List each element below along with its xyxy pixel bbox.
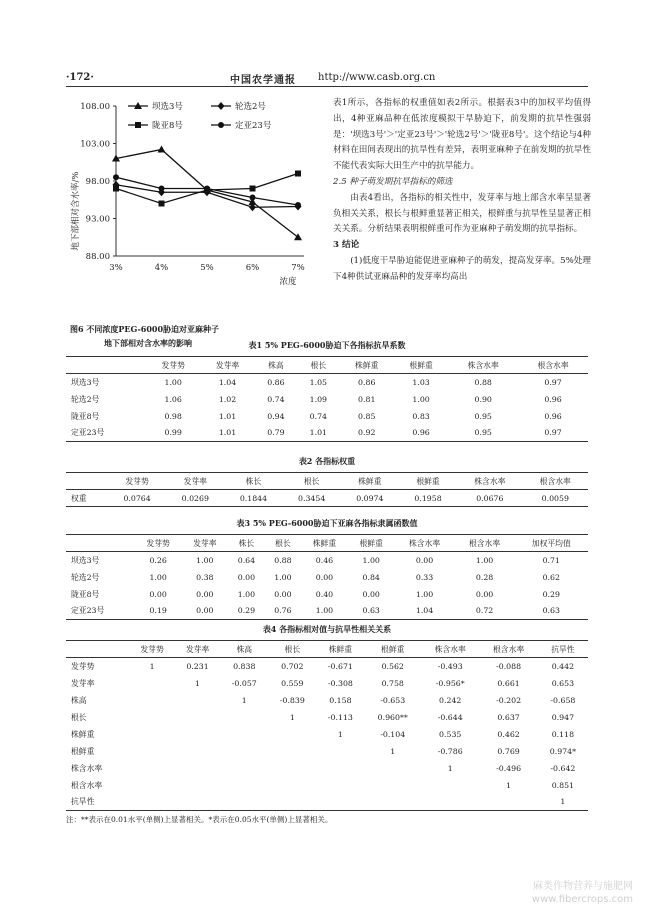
row-label: 定亚23号 [66, 425, 146, 442]
table-row [66, 490, 588, 507]
triangle-marker [158, 146, 166, 153]
table-cell: 1.00 [237, 589, 256, 599]
column-header: 发芽率 [166, 473, 224, 490]
x-tick-label: 6% [245, 263, 260, 273]
table-cell: -0.202 [496, 695, 522, 705]
table-cell: 0.661 [497, 678, 520, 688]
table-cell: -0.496 [496, 763, 522, 773]
table-cell: 0.758 [381, 678, 404, 688]
table-cell: 0.562 [381, 661, 404, 671]
x-tick-label: 5% [200, 263, 214, 273]
circle-marker [113, 174, 119, 180]
table-cell: 1.01 [297, 425, 339, 442]
column-header: 根长 [283, 473, 341, 490]
table-cell: 1.04 [395, 603, 455, 620]
table-cell: 0.231 [186, 661, 209, 671]
table-cell: 1 [337, 729, 343, 739]
table-row [66, 658, 588, 675]
column-header: 根含水率 [479, 641, 537, 658]
table-cell [364, 794, 421, 811]
table-cell: -0.642 [550, 763, 576, 773]
table-cell [175, 777, 220, 794]
row-label: 轮选2号 [71, 572, 100, 582]
x-axis-label: 浓度 [279, 277, 297, 287]
table-cell [129, 692, 174, 709]
column-header: 株鲜重 [340, 357, 394, 374]
table-cell: 0.00 [415, 555, 434, 565]
section-heading-2-5: 2.5 种子萌发期抗旱指标的筛选 [333, 176, 453, 187]
table-cell [129, 743, 174, 760]
table-cell [175, 743, 220, 760]
table-cell [175, 709, 220, 726]
table-cell: 1.00 [362, 555, 380, 565]
header-rule [66, 86, 588, 87]
row-label: 根含水率 [71, 780, 103, 790]
table-cell: 0.76 [265, 603, 301, 620]
table-cell [129, 794, 174, 811]
journal-name: 中国农学通报 [230, 75, 296, 86]
paragraph-weights: 表1所示，各指标的权重值如表2所示。根据表3中的加权平均值得出，4种亚麻品种在低浓度模拟干旱胁迫下，前发期的抗旱性强弱是：'坝选3号'＞'定亚23号'＞'轮选2号'＞'陇亚8号'。这个结论与4种材料在田间表现出的抗旱性有差异，表明亚麻种子在前发期的抗旱性不能代表实际大田生产中的抗旱能力。 [333, 98, 591, 172]
table-row [66, 794, 588, 811]
x-tick-label: 3% [109, 263, 123, 273]
column-header: 发芽势 [146, 357, 200, 374]
table-cell: 1.01 [200, 425, 254, 442]
table-cell: 0.960** [377, 712, 408, 722]
table-cell [316, 743, 364, 760]
table-cell: 1 [289, 712, 295, 722]
table-1-caption: 表1 5% PEG-6000胁迫下各指标抗旱系数 [248, 340, 406, 350]
table-cell [175, 794, 220, 811]
row-label: 根长 [71, 712, 87, 722]
circle-marker [218, 122, 224, 128]
row-label: 陇亚8号 [71, 411, 100, 421]
column-header: 株含水率 [448, 357, 518, 374]
table-cell [268, 760, 316, 777]
table-cell: 1.00 [412, 394, 430, 404]
column-header: 株鲜重 [341, 473, 399, 490]
table-cell: 1.00 [301, 603, 348, 620]
table-cell [421, 794, 479, 811]
table-cell [364, 777, 421, 794]
table-cell [268, 726, 316, 743]
column-header [66, 535, 135, 552]
table-cell: 0.79 [255, 425, 297, 442]
table-cell: 0.90 [474, 394, 492, 404]
table-cell: 0.96 [544, 411, 562, 421]
table-cell: -0.493 [437, 661, 463, 671]
table-cell: 0.0269 [166, 490, 224, 507]
column-header: 根鲜重 [348, 535, 395, 552]
column-header: 根含水率 [518, 357, 588, 374]
table-cell [479, 794, 537, 811]
table-cell [364, 760, 421, 777]
table-cell: 0.81 [358, 394, 376, 404]
table-cell: 0.88 [274, 555, 292, 565]
column-header: 抗旱性 [538, 641, 588, 658]
row-label: 株含水率 [71, 763, 103, 773]
table-cell [316, 794, 364, 811]
column-header: 株长 [224, 473, 282, 490]
table-cell: 0.46 [315, 555, 334, 565]
table-cell: 0.86 [267, 377, 285, 387]
row-label: 陇亚8号 [71, 589, 100, 599]
square-marker [159, 201, 165, 207]
table-row [66, 569, 588, 586]
paragraph-conclusion-1: (1)低度干旱胁迫能促进亚麻种子的萌发，提高发芽率。5%处理下4种供试亚麻品种的发芽率均高出 [333, 255, 591, 282]
table-note: 注：**表示在0.01水平(单侧)上显著相关。*表示在0.05水平(单侧)上显著相关。 [66, 815, 333, 824]
table-cell: 0.242 [439, 695, 462, 705]
table-cell: 0.442 [551, 661, 575, 671]
column-header: 发芽势 [108, 473, 166, 490]
row-label: 发芽率 [71, 678, 95, 688]
table-cell: -0.956* [435, 678, 465, 688]
table-row [66, 425, 588, 442]
y-tick-label: 103.00 [80, 139, 110, 150]
table-cell: 0.838 [233, 661, 256, 671]
table-cell: 0.97 [544, 377, 562, 387]
table-cell [129, 726, 174, 743]
table-cell: 0.83 [412, 411, 430, 421]
column-header: 发芽率 [200, 357, 254, 374]
table-cell: 0.62 [542, 572, 560, 582]
table-cell: 0.74 [267, 394, 285, 404]
table-cell [220, 777, 268, 794]
y-tick-label: 88.00 [85, 252, 110, 262]
square-marker [113, 186, 119, 192]
table-cell: -0.658 [550, 695, 576, 705]
table-row [66, 692, 588, 709]
table-cell: 0.72 [455, 603, 515, 620]
circle-marker [204, 186, 210, 192]
table-cell: 0.38 [196, 572, 214, 582]
table-cell: 0.95 [448, 425, 518, 442]
row-label: 抗旱性 [66, 794, 129, 811]
table-row [66, 777, 588, 794]
table-3 [66, 534, 588, 620]
row-label: 株高 [71, 695, 87, 705]
table-cell: 0.40 [315, 589, 334, 599]
table-cell: 1.00 [164, 377, 182, 387]
table-cell: 0.33 [415, 572, 434, 582]
row-label: 坝选3号 [71, 555, 100, 565]
page-number: ·172· [66, 72, 94, 83]
square-marker [250, 186, 256, 192]
table-cell: 1.09 [309, 394, 328, 404]
table-cell: 0.29 [228, 603, 264, 620]
table-cell: 1.04 [218, 377, 237, 387]
table-cell: -0.786 [437, 746, 463, 756]
column-header: 株鲜重 [316, 641, 364, 658]
table-cell: 1.01 [218, 411, 237, 421]
column-header: 发芽势 [135, 535, 182, 552]
column-header: 株鲜重 [301, 535, 348, 552]
table-cell: -0.308 [327, 678, 353, 688]
figure-caption-line-1: 图6 不同浓度PEG-6000胁迫对亚麻种子 [70, 324, 220, 334]
table-cell: 0.702 [281, 661, 304, 671]
circle-marker [250, 195, 256, 201]
table-cell: 0.94 [267, 411, 285, 421]
table-cell: -0.057 [231, 678, 257, 688]
table-cell: 1.03 [412, 377, 430, 387]
table-cell [175, 692, 220, 709]
table-2 [66, 472, 588, 507]
table-cell [129, 777, 174, 794]
table-cell: -0.644 [437, 712, 463, 722]
table-cell [220, 709, 268, 726]
table-cell: -0.653 [380, 695, 406, 705]
table-cell: 0.00 [237, 572, 256, 582]
table-cell [268, 794, 316, 811]
column-header: 根长 [265, 535, 301, 552]
table-cell: 1 [447, 763, 453, 773]
legend-label: 定亚23号 [235, 121, 272, 131]
table-cell: 0.96 [394, 425, 448, 442]
table-row [66, 603, 588, 620]
table-cell: 0.00 [362, 589, 380, 599]
table-cell: -0.104 [380, 729, 406, 739]
column-header [66, 357, 146, 374]
table-cell [421, 777, 479, 794]
table-cell [220, 760, 268, 777]
y-tick-label: 93.00 [85, 214, 110, 225]
table-row [66, 586, 588, 603]
column-header: 株高 [220, 641, 268, 658]
column-header: 根鲜重 [364, 641, 421, 658]
table-cell [268, 743, 316, 760]
table-cell [268, 777, 316, 794]
table-cell: 1 [506, 780, 512, 790]
table-cell: 1 [149, 661, 155, 671]
table-row [66, 709, 588, 726]
table-cell: 1.00 [149, 572, 167, 582]
table-cell: 1 [195, 678, 200, 688]
diamond-marker [218, 102, 225, 110]
table-cell: 0.88 [474, 377, 492, 387]
table-cell: 0.851 [551, 780, 575, 790]
table-cell: 0.96 [544, 394, 562, 404]
circle-marker [295, 202, 301, 208]
table-cell: 0.97 [518, 425, 588, 442]
table-cell: 1.00 [475, 555, 494, 565]
table-cell: 0.63 [515, 603, 588, 620]
table-cell: 0.00 [196, 589, 214, 599]
row-label: 根鲜重 [71, 746, 95, 756]
table-row [66, 391, 588, 408]
table-cell: 0.158 [329, 695, 352, 705]
table-cell: 0.947 [551, 712, 575, 722]
table-cell: 0.74 [309, 411, 328, 421]
table-cell: 1.00 [415, 589, 434, 599]
table-cell [220, 794, 268, 811]
column-header: 根含水率 [523, 473, 588, 490]
table-cell: 0.00 [274, 589, 292, 599]
row-label: 轮选2号 [71, 394, 100, 404]
table-cell: 0.00 [475, 589, 494, 599]
table-row [66, 743, 588, 760]
table-cell: 1.00 [196, 555, 214, 565]
column-header: 发芽势 [129, 641, 174, 658]
table-cell: 0.95 [474, 411, 492, 421]
x-tick-label: 7% [291, 263, 305, 273]
table-cell: 1 [390, 746, 396, 756]
table-cell: 0.653 [551, 678, 575, 688]
table-4 [66, 640, 588, 811]
column-header: 根鲜重 [399, 473, 457, 490]
table-cell: -0.839 [279, 695, 305, 705]
table-cell: 0.769 [497, 746, 520, 756]
body-text-column [333, 96, 591, 286]
table-2-caption: 表2 各指标权重 [298, 456, 356, 466]
column-header: 加权平均值 [515, 535, 588, 552]
figure-caption-line-2: 地下部相对含水率的影响 [104, 338, 192, 348]
x-tick-label: 4% [154, 263, 169, 273]
row-label: 定亚23号 [66, 603, 135, 620]
table-cell: 0.92 [340, 425, 394, 442]
journal-url[interactable]: http://www.casb.org.cn [318, 72, 436, 83]
table-4-caption: 表4 各指标相对值与抗旱性相关关系 [262, 624, 392, 634]
table-cell: 0.1844 [224, 490, 282, 507]
y-tick-label: 98.00 [85, 177, 110, 187]
table-cell: 1 [241, 695, 247, 705]
table-cell: 1.05 [309, 377, 328, 387]
table-cell: 1.00 [274, 572, 292, 582]
table-cell: 0.86 [358, 377, 376, 387]
table-cell [316, 760, 364, 777]
table-cell [316, 777, 364, 794]
table-row [66, 552, 588, 569]
table-cell [129, 709, 174, 726]
table-cell [220, 743, 268, 760]
legend-label: 陇亚8号 [152, 121, 183, 131]
table-cell: 0.19 [135, 603, 182, 620]
table-cell [129, 760, 174, 777]
table-cell: 1 [538, 794, 588, 811]
watermark-line-1: 麻类作物营养与施肥网 [533, 881, 633, 892]
legend-label: 轮选2号 [235, 102, 266, 112]
table-cell: 0.0974 [341, 490, 399, 507]
table-1 [66, 356, 588, 442]
table-cell: 0.85 [358, 411, 376, 421]
legend-label: 坝选3号 [152, 102, 183, 112]
column-header: 根长 [268, 641, 316, 658]
table-cell: 0.0676 [457, 490, 522, 507]
line-chart-svg [66, 92, 321, 322]
column-header: 根长 [297, 357, 339, 374]
table-cell: 0.64 [237, 555, 256, 565]
column-header [66, 641, 129, 658]
table-row [66, 726, 588, 743]
table-cell: -0.113 [327, 712, 353, 722]
table-cell: 0.84 [362, 572, 380, 582]
column-header: 株含水率 [395, 535, 455, 552]
table-cell: 0.00 [181, 603, 228, 620]
table-cell: 0.3454 [283, 490, 341, 507]
table-3-caption: 表3 5% PEG-6000胁迫下亚麻各指标隶属函数值 [236, 518, 418, 528]
table-row [66, 760, 588, 777]
table-cell: 1.02 [218, 394, 237, 404]
circle-marker [159, 186, 165, 192]
column-header: 株长 [228, 535, 264, 552]
table-cell: 0.98 [164, 411, 182, 421]
table-cell [175, 726, 220, 743]
table-cell: -0.088 [496, 661, 522, 671]
row-label: 株鲜重 [71, 729, 95, 739]
table-row [66, 374, 588, 391]
y-axis-label: 地下部相对含水率/% [71, 171, 81, 251]
column-header: 株含水率 [457, 473, 522, 490]
square-marker [295, 171, 301, 177]
table-cell: 0.974* [549, 746, 576, 756]
column-header [66, 473, 108, 490]
watermark [532, 880, 633, 906]
table-row [66, 675, 588, 692]
table-cell: 0.00 [149, 589, 167, 599]
column-header: 株含水率 [421, 641, 479, 658]
row-label: 权重 [66, 490, 108, 507]
table-cell [220, 726, 268, 743]
watermark-line-2: www.fibercrops.com [531, 894, 633, 905]
table-cell [175, 760, 220, 777]
column-header: 根鲜重 [394, 357, 448, 374]
table-cell: 0.118 [551, 729, 575, 739]
table-cell: 0.559 [281, 678, 304, 688]
table-cell: 0.26 [149, 555, 167, 565]
row-label: 坝选3号 [71, 377, 100, 387]
table-cell: 0.0764 [108, 490, 166, 507]
table-cell: 0.99 [146, 425, 200, 442]
table-row [66, 408, 588, 425]
table-cell: 0.28 [475, 572, 494, 582]
section-heading-conclusion: 3 结论 [333, 240, 360, 251]
table-cell: 0.63 [348, 603, 395, 620]
table-cell [129, 675, 174, 692]
table-cell: 0.00 [315, 572, 334, 582]
figure-6-chart [66, 92, 321, 322]
column-header: 发芽率 [175, 641, 220, 658]
column-header: 发芽率 [181, 535, 228, 552]
paragraph-correlation: 由表4看出，各指标的相关性中，发芽率与地上部含水率呈显著负相关关系，根长与根鲜重显著正相关，根鲜重与抗旱性呈显著正相关关系。分析结果表明根鲜重可作为亚麻种子萌发期的抗旱指标。 [333, 192, 591, 235]
y-tick-label: 108.00 [80, 102, 110, 112]
column-header: 株高 [255, 357, 297, 374]
table-cell: 0.29 [542, 589, 560, 599]
square-marker [135, 122, 141, 128]
table-cell: 0.1958 [399, 490, 457, 507]
table-cell: 0.637 [497, 712, 520, 722]
column-header: 根含水率 [455, 535, 515, 552]
table-cell: -0.671 [327, 661, 353, 671]
table-cell: 0.535 [439, 729, 462, 739]
table-cell: 0.71 [542, 555, 560, 565]
row-label: 发芽势 [71, 661, 95, 671]
table-cell: 0.0059 [523, 490, 588, 507]
table-cell: 0.462 [497, 729, 520, 739]
table-cell: 1.06 [164, 394, 182, 404]
